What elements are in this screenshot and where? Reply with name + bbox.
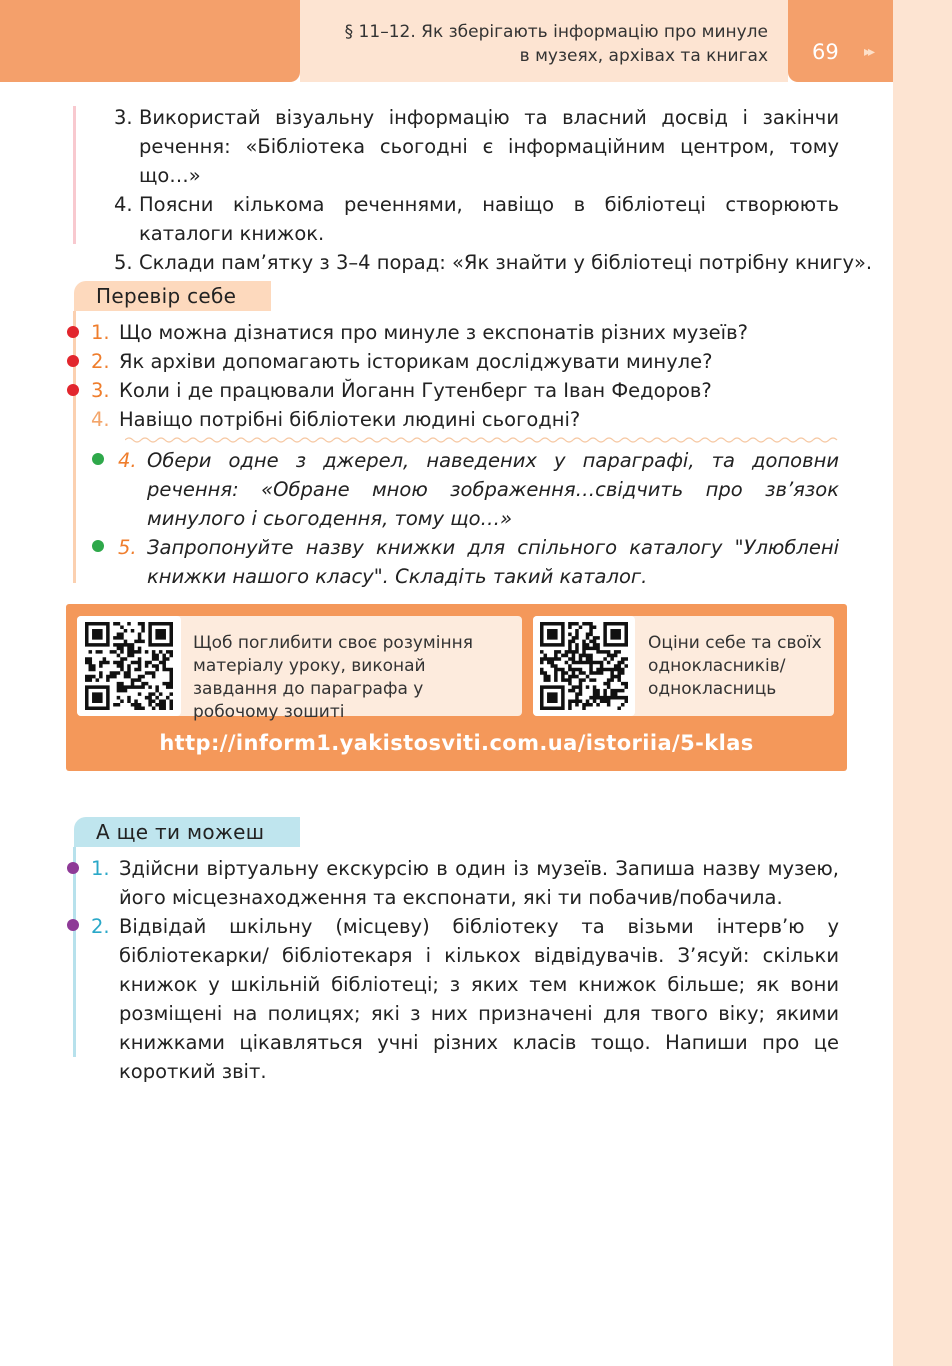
check-question-list: [91, 318, 851, 434]
list-item: 2. Відвідай шкільну (місцеву) бібліотеку та візьми інтерв’ю у бібліотекарки/ бібліотекаря і кількох відвідувачів. З’ясуй: скільки книжок у шкільній бібліотеці; з яких тем книжок більше; як вони розміщені на полицях; які з них призначені для твого віку; якими книжками цікавляться учні різних класів тощо. Напиши про це короткий звіт.: [91, 915, 839, 1083]
red-dot-icon: [67, 384, 79, 396]
workbook-instruction: Щоб поглибити своє розуміння матеріалу уроку, виконай завдання до параграфа у робочому зошиті: [193, 633, 473, 722]
workbook-qr-code[interactable]: [77, 616, 181, 716]
list-item: 5. Склади пам’ятку з 3–4 порад: «Як знайти у бібліотеці потрібну книгу».: [114, 251, 873, 274]
tasks-margin-line: [73, 106, 76, 244]
green-dot-icon: [92, 453, 104, 465]
top-task-list: [114, 103, 873, 277]
list-item: 3. Використай візуальну інформацію та власний досвід і закінчи речення: «Бібліотека сьогодні є інформаційним центром, тому що…»: [114, 106, 839, 187]
workbook-panel: [77, 616, 522, 722]
section-title-more-tasks: А ще ти можеш: [74, 817, 300, 847]
red-dot-icon: [67, 326, 79, 338]
purple-dot-icon: [67, 919, 79, 931]
header-title-bar: [300, 0, 788, 82]
next-arrows-icon: ▸▸: [864, 44, 873, 60]
right-margin-strip: [893, 0, 952, 1366]
check-margin-line: [73, 311, 76, 583]
wavy-divider: [125, 436, 839, 444]
chapter-title: § 11–12. Як зберігають інформацію про минуле в музеях, архівах та книгах: [344, 22, 768, 66]
online-resources-box: [66, 604, 847, 771]
creative-task-list: [118, 446, 839, 591]
list-item: 4. Обери одне з джерел, наведених у параграфі, та доповни речення: «Обране мною зображення…свідчить про зв’язок минулого і сьогодення, тому що…»: [118, 449, 839, 530]
self-assessment-panel: [533, 616, 834, 716]
self-assessment-instruction: Оціни себе та своїх однокласників/ однокласниць: [648, 633, 822, 699]
list-item: 4. Навіщо потрібні бібліотеки людині сьогодні?: [91, 408, 581, 431]
more-margin-line: [73, 847, 76, 1057]
resource-link[interactable]: http://inform1.yakistosviti.com.ua/istoriia/5-klas: [159, 731, 754, 755]
list-item: 5. Запропонуйте назву книжки для спільного каталогу "Улюблені книжки нашого класу". Складіть такий каталог.: [118, 536, 839, 588]
qr-code-icon: [85, 622, 173, 710]
more-task-list: [91, 854, 839, 1086]
green-dot-icon: [92, 540, 104, 552]
list-item: 1. Що можна дізнатися про минуле з експонатів різних музеїв?: [91, 321, 748, 344]
list-item: 1. Здійсни віртуальну екскурсію в один із музеїв. Запиша назву музею, його місцезнаходження та експонати, які ти побачив/побачила.: [91, 857, 839, 909]
page-number-tab: [788, 0, 893, 82]
header-left-bar: [0, 0, 300, 82]
purple-dot-icon: [67, 862, 79, 874]
self-assessment-qr-code[interactable]: [533, 616, 635, 716]
red-dot-icon: [67, 355, 79, 367]
qr-code-icon: [540, 622, 628, 710]
list-item: 4. Поясни кількома реченнями, навіщо в бібліотеці створюють каталоги книжок.: [114, 193, 839, 245]
list-item: 2. Як архіви допомагають історикам досліджувати минуле?: [91, 350, 713, 373]
page-number: 69: [812, 40, 839, 64]
section-title-check-yourself: Перевір себе: [74, 281, 271, 311]
list-item: 3. Коли і де працювали Йоганн Гутенберг та Іван Федоров?: [91, 379, 712, 402]
